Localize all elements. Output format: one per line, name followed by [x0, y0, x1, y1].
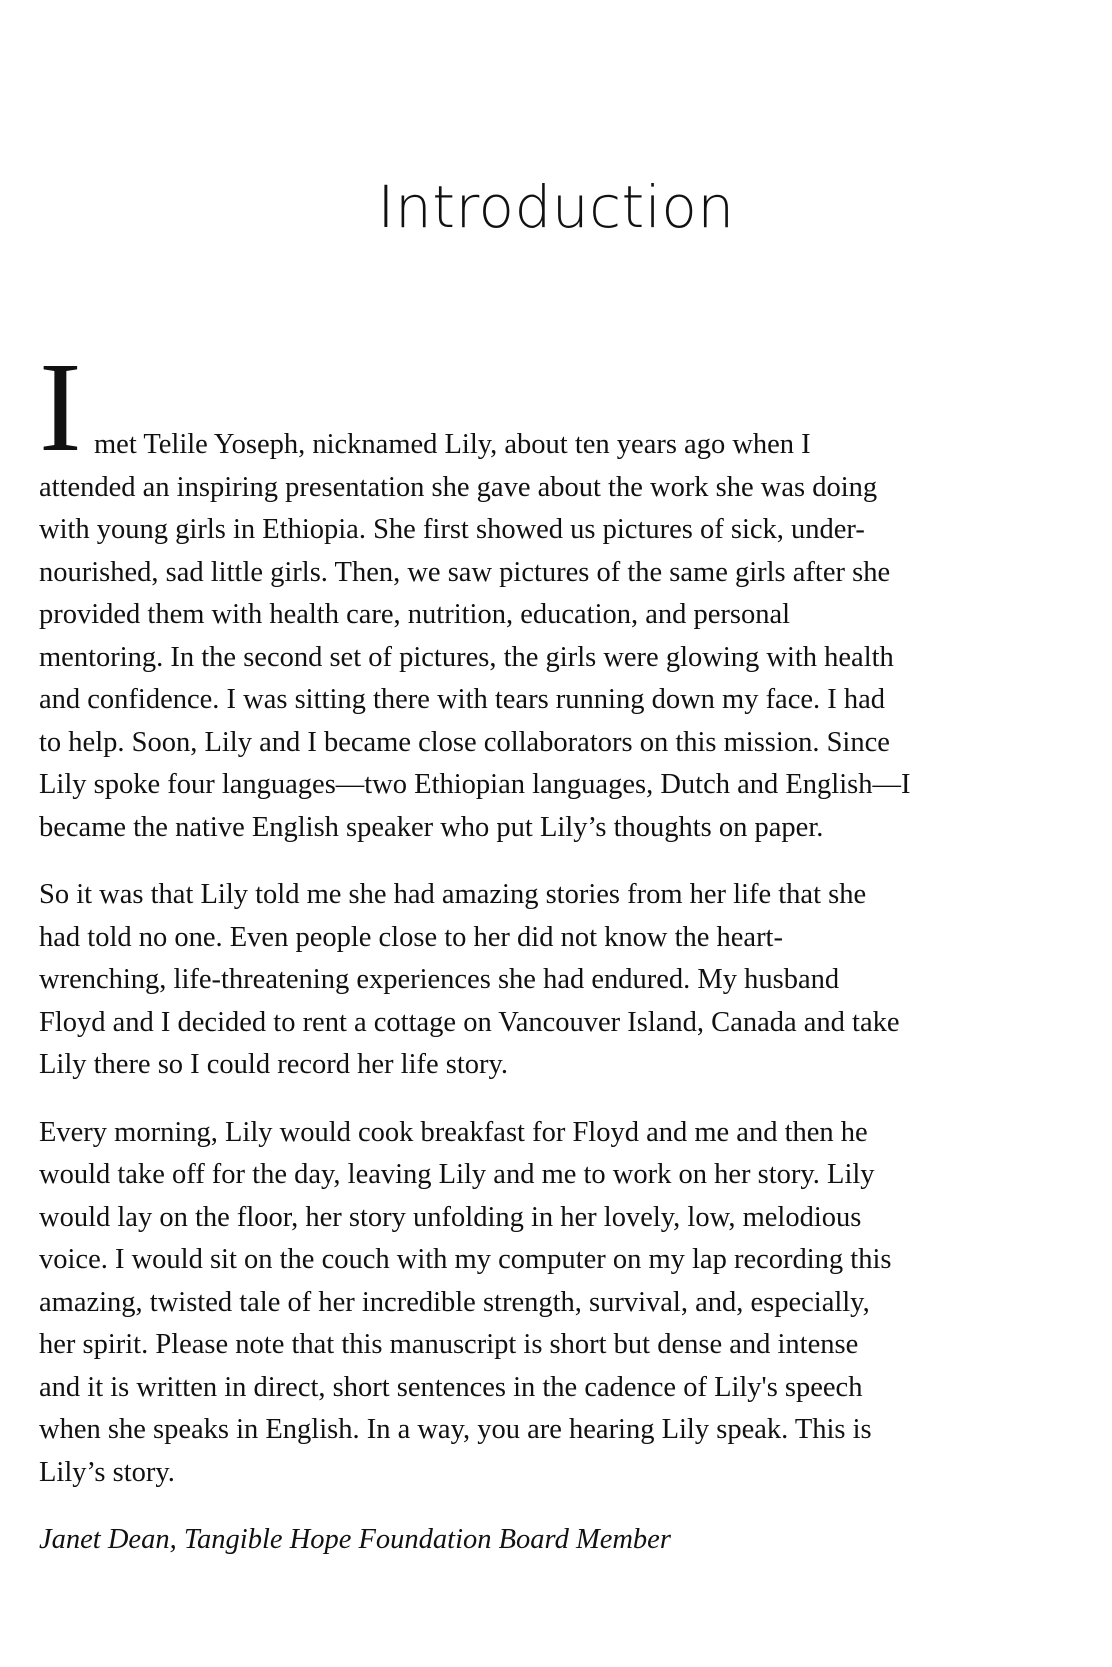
paragraph-line: voice. I would sit on the couch with my computer on my lap recording this — [39, 1244, 892, 1275]
paragraph-2 — [39, 874, 1079, 1087]
paragraph-line: would lay on the floor, her story unfolding in her lovely, low, melodious — [39, 1201, 862, 1233]
paragraph-line: had told no one. Even people close to her did not know the heart- — [39, 921, 783, 953]
signature: Janet Dean, Tangible Hope Foundation Board Member — [39, 1524, 671, 1555]
paragraph-line: So it was that Lily told me she had amazing stories from her life that she — [39, 879, 867, 910]
paragraph-line: became the native English speaker who put Lily’s thoughts on paper. — [39, 811, 824, 843]
drop-cap: I — [39, 336, 82, 478]
paragraph-line: attended an inspiring presentation she gave about the work she was doing — [39, 471, 878, 503]
paragraph-line: Lily spoke four languages—two Ethiopian languages, Dutch and English—I — [39, 769, 911, 800]
paragraph-line: provided them with health care, nutrition, education, and personal — [39, 599, 791, 630]
paragraph-line: mentoring. In the second set of pictures, the girls were glowing with health — [39, 641, 894, 673]
paragraph-line: Lily’s story. — [39, 1456, 175, 1488]
page-title: Introduction — [377, 173, 735, 241]
paragraph-line: her spirit. Please note that this manuscript is short but dense and intense — [39, 1329, 859, 1360]
paragraph-line: amazing, twisted tale of her incredible strength, survival, and, especially, — [39, 1286, 870, 1318]
paragraph-line: met Telile Yoseph, nicknamed Lily, about ten years ago when I — [94, 429, 811, 460]
paragraph-line: wrenching, life-threatening experiences she had endured. My husband — [39, 964, 840, 995]
paragraph-line: and it is written in direct, short sentences in the cadence of Lily's speech — [39, 1371, 863, 1403]
paragraph-line: and confidence. I was sitting there with tears running down my face. I had — [39, 684, 886, 715]
paragraph-line: would take off for the day, leaving Lily and me to work on her story. Lily — [39, 1159, 875, 1190]
paragraph-1 — [39, 336, 1079, 849]
paragraph-line: with young girls in Ethiopia. She first showed us pictures of sick, under- — [39, 514, 865, 545]
paragraph-3 — [39, 1112, 1079, 1495]
paragraph-line: when she speaks in English. In a way, you are hearing Lily speak. This is — [39, 1414, 872, 1445]
paragraph-line: Floyd and I decided to rent a cottage on Vancouver Island, Canada and take — [39, 1006, 900, 1038]
paragraph-line: Every morning, Lily would cook breakfast for Floyd and me and then he — [39, 1116, 868, 1148]
introduction-body — [39, 336, 1079, 1587]
paragraph-line: to help. Soon, Lily and I became close collaborators on this mission. Since — [39, 726, 890, 758]
paragraph-line: nourished, sad little girls. Then, we saw pictures of the same girls after she — [39, 556, 891, 588]
paragraph-line: Lily there so I could record her life story. — [39, 1049, 509, 1080]
